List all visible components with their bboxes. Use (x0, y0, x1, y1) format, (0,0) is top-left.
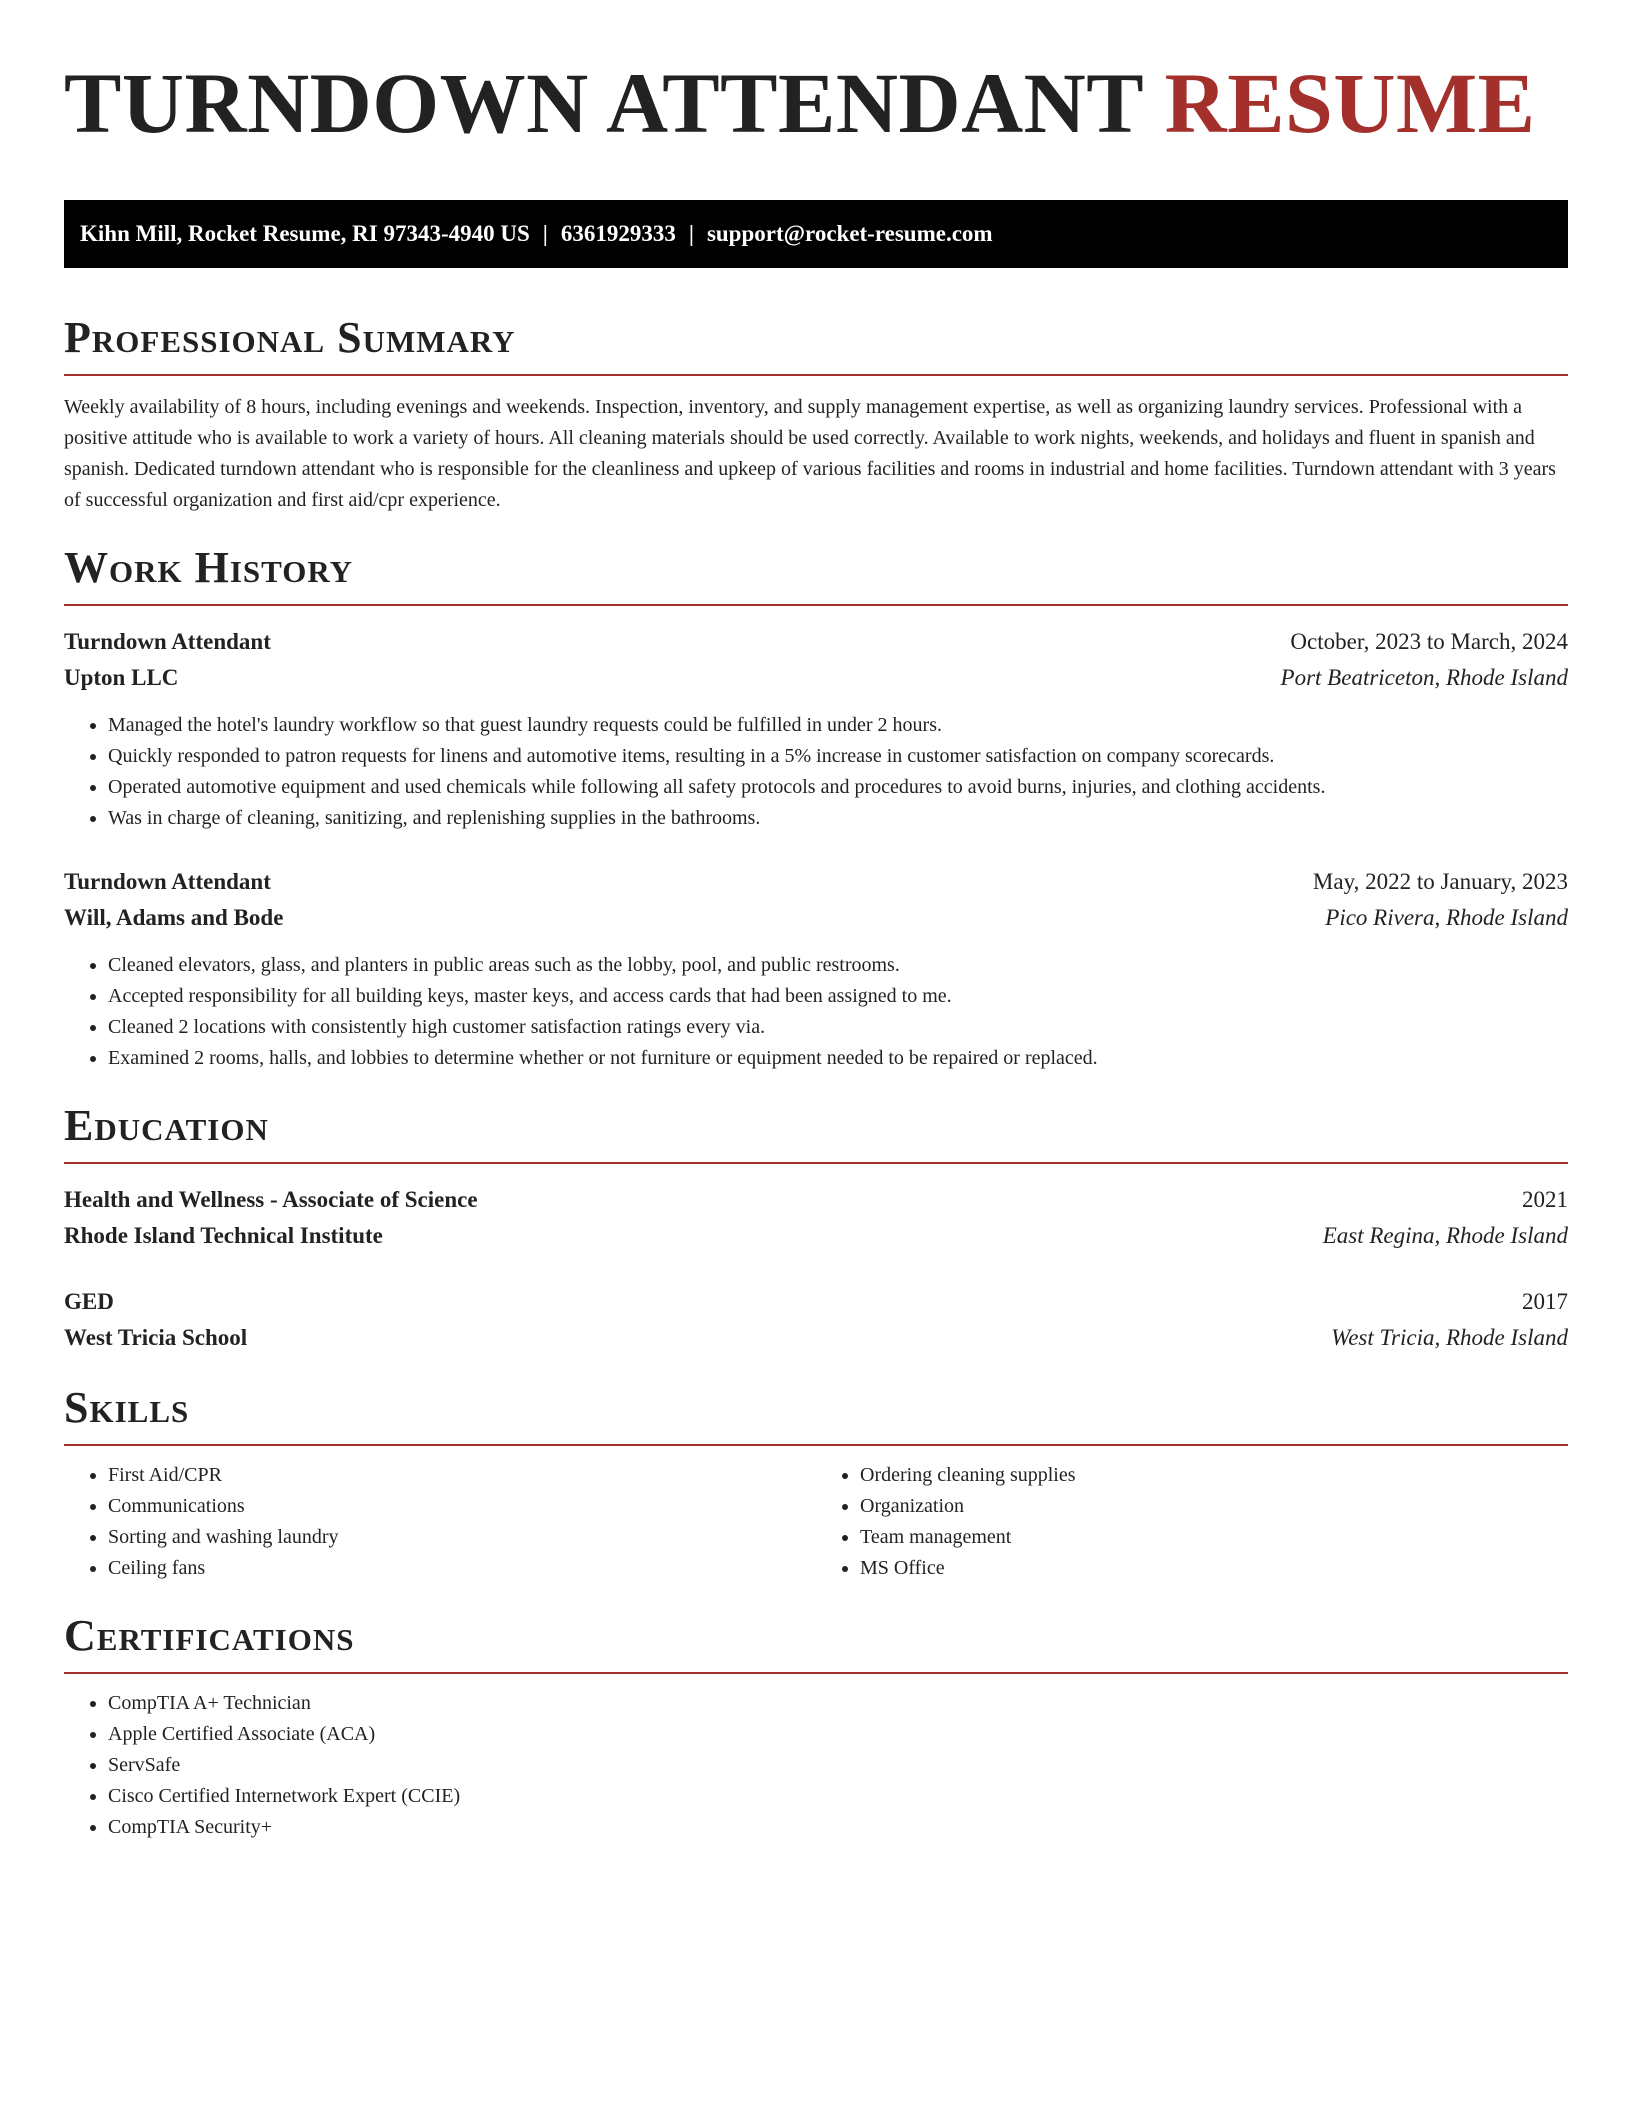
education-entry (64, 1182, 1568, 1254)
job-bullet: • Accepted responsibility for all building keys, master keys, and access cards that had been assigned to me. (108, 981, 1568, 1012)
skill-item: • Sorting and washing laundry (108, 1522, 816, 1553)
contact-separator: | (688, 221, 694, 246)
skill-item: • MS Office (860, 1553, 1568, 1584)
job-bullets (64, 710, 1568, 834)
education-entry (64, 1284, 1568, 1356)
contact-bar (64, 200, 1568, 268)
education-location: East Regina, Rhode Island (1322, 1223, 1568, 1248)
job-dates: May, 2022 to January, 2023 (1312, 869, 1568, 894)
job-bullet: • Managed the hotel's laundry workflow so that guest laundry requests could be fulfilled in under 2 hours. (108, 710, 1568, 741)
education-heading: Education (64, 1104, 1568, 1164)
job-header-row (64, 624, 1568, 660)
job-title: Turndown Attendant (64, 869, 271, 894)
job-bullet: • Examined 2 rooms, halls, and lobbies to determine whether or not furniture or equipment needed to be repaired or replaced. (108, 1043, 1568, 1074)
education-degree: GED (64, 1289, 114, 1314)
skills-list-left (64, 1460, 816, 1584)
job-location: Port Beatriceton, Rhode Island (1280, 665, 1568, 690)
job-company-row (64, 900, 1568, 936)
job-entry (64, 624, 1568, 834)
education-school-row (64, 1320, 1568, 1356)
education-school-row (64, 1218, 1568, 1254)
job-bullet: • Quickly responded to patron requests for linens and automotive items, resulting in a 5% increase in customer satisfaction on company scorecards. (108, 741, 1568, 772)
summary-text: Weekly availability of 8 hours, including evenings and weekends. Inspection, inventory, and supply management expertise, as well as organizing laundry services. Professional with a positive attitude who is available to work a variety of hours. All cleaning materials should be used correctly. Available to work nights, weekends, and holidays and fluent in spanish and spanish. Dedicated turndown attendant who is responsible for the cleanliness and upkeep of various facilities and rooms in industrial and home facilities. Turndown attendant with 3 years of successful organization and first aid/cpr experience. (64, 396, 1556, 511)
education-year: 2021 (1522, 1187, 1568, 1212)
skill-item: • Communications (108, 1491, 816, 1522)
job-bullet: • Was in charge of cleaning, sanitizing, and replenishing supplies in the bathrooms. (108, 803, 1568, 834)
certifications-list (64, 1688, 1568, 1843)
education-degree-row (64, 1284, 1568, 1320)
education-degree: Health and Wellness - Associate of Science (64, 1187, 478, 1212)
skill-item: • First Aid/CPR (108, 1460, 816, 1491)
job-bullet: • Cleaned 2 locations with consistently high customer satisfaction ratings every via. (108, 1012, 1568, 1043)
job-bullet: • Operated automotive equipment and used chemicals while following all safety protocols and procedures to avoid burns, injuries, and clothing accidents. (108, 772, 1568, 803)
certifications-heading: Certifications (64, 1614, 1568, 1674)
education-year: 2017 (1522, 1289, 1568, 1314)
summary-heading: Professional Summary (64, 316, 1568, 376)
education-school: Rhode Island Technical Institute (64, 1223, 383, 1248)
certification-item: • CompTIA A+ Technician (108, 1688, 1568, 1719)
job-location: Pico Rivera, Rhode Island (1325, 905, 1568, 930)
job-header-row (64, 864, 1568, 900)
job-bullet: • Cleaned elevators, glass, and planters in public areas such as the lobby, pool, and public restrooms. (108, 950, 1568, 981)
certification-item: • CompTIA Security+ (108, 1812, 1568, 1843)
education-location: West Tricia, Rhode Island (1331, 1325, 1568, 1350)
job-bullets (64, 950, 1568, 1074)
contact-email[interactable]: support@rocket-resume.com (706, 221, 993, 246)
certification-item: • Cisco Certified Internetwork Expert (CCIE) (108, 1781, 1568, 1812)
skills-heading: Skills (64, 1386, 1568, 1446)
contact-address: Kihn Mill, Rocket Resume, RI 97343-4940 US (80, 221, 530, 246)
certification-item: • Apple Certified Associate (ACA) (108, 1719, 1568, 1750)
job-dates: October, 2023 to March, 2024 (1290, 629, 1568, 654)
contact-phone[interactable]: 6361929333 (560, 221, 676, 246)
job-company: Will, Adams and Bode (64, 905, 284, 930)
skill-item: • Ordering cleaning supplies (860, 1460, 1568, 1491)
skill-item: • Organization (860, 1491, 1568, 1522)
job-company-row (64, 660, 1568, 696)
title-accent: RESUME (1164, 55, 1536, 151)
education-degree-row (64, 1182, 1568, 1218)
work-history-heading: Work History (64, 546, 1568, 606)
job-company: Upton LLC (64, 665, 179, 690)
skills-list-right (816, 1460, 1568, 1584)
title-main: TURNDOWN ATTENDANT (64, 55, 1143, 151)
resume-title (64, 56, 1568, 166)
contact-separator: | (542, 221, 548, 246)
certification-item: • ServSafe (108, 1750, 1568, 1781)
job-entry (64, 864, 1568, 1074)
skills-grid (64, 1460, 1568, 1584)
job-title: Turndown Attendant (64, 629, 271, 654)
education-school: West Tricia School (64, 1325, 248, 1350)
skill-item: • Ceiling fans (108, 1553, 816, 1584)
skill-item: • Team management (860, 1522, 1568, 1553)
